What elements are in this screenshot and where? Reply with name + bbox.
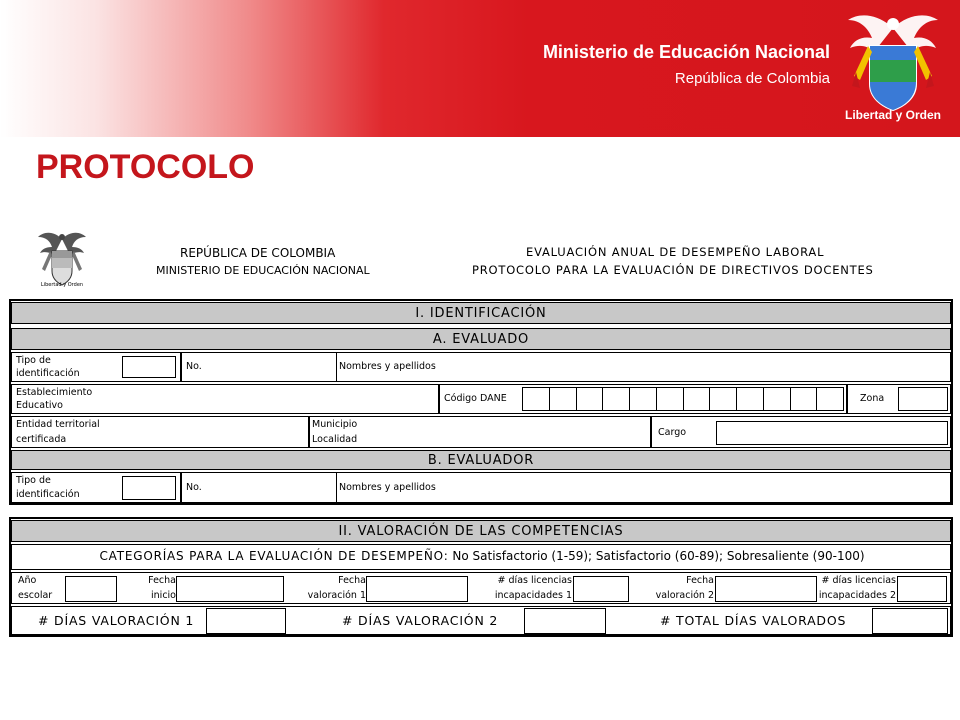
- codigo-dane-label: Código DANE: [444, 393, 507, 404]
- licencias1-label-2: incapacidades 1: [494, 590, 572, 601]
- ano-escolar-input[interactable]: [65, 576, 117, 602]
- evaluador-no-cell: [181, 472, 336, 503]
- cargo-label: Cargo: [658, 427, 687, 438]
- section-identificacion-title: I. IDENTIFICACIÓN: [11, 302, 951, 324]
- dane-digit[interactable]: [737, 388, 764, 410]
- dane-digit[interactable]: [657, 388, 684, 410]
- identification-section: [9, 299, 953, 505]
- page-title: PROTOCOLO: [36, 148, 255, 186]
- evaluador-title: B. EVALUADOR: [11, 450, 951, 470]
- evaluado-nombres-cell: [336, 352, 951, 382]
- categorias-text: No Satisfactorio (1-59); Satisfactorio (60-89); Sobresaliente (90-100): [452, 549, 865, 563]
- fecha-val1-label-2: valoración 1: [307, 590, 366, 601]
- form-crest-motto: Libertad y Orden: [40, 282, 84, 288]
- categorias-line: [12, 549, 952, 563]
- codigo-dane-digits: [522, 387, 844, 411]
- evaluador-no-input[interactable]: [212, 473, 337, 502]
- evaluador-tipo-id-label-1: Tipo de: [16, 475, 51, 486]
- ano-label-2: escolar: [18, 590, 53, 601]
- dias-valoracion-1-label: # DÍAS VALORACIÓN 1: [38, 613, 195, 628]
- fecha-inicio-label-2: inicio: [151, 590, 176, 601]
- evaluador-nombres-input[interactable]: [447, 473, 947, 502]
- evaluador-tipo-id-cell: [11, 472, 181, 503]
- evaluado-nombres-input[interactable]: [447, 353, 947, 381]
- evaluador-tipo-id-input[interactable]: [122, 476, 176, 500]
- form-title-line2: PROTOCOLO PARA LA EVALUACIÓN DE DIRECTIVOS DOCENTES: [472, 263, 874, 277]
- evaluado-no-cell: [181, 352, 336, 382]
- cargo-input[interactable]: [716, 421, 948, 445]
- crest-motto: Libertad y Orden: [844, 108, 942, 122]
- zona-label: Zona: [860, 393, 885, 404]
- dane-digit[interactable]: [710, 388, 737, 410]
- fechas-row: [11, 572, 951, 604]
- ministry-name: Ministerio de Educación Nacional: [542, 42, 830, 62]
- dane-digit[interactable]: [764, 388, 791, 410]
- dane-digit[interactable]: [550, 388, 577, 410]
- form-title-line1: EVALUACIÓN ANUAL DE DESEMPEÑO LABORAL: [526, 245, 825, 259]
- dias-licencias-1-input[interactable]: [573, 576, 629, 602]
- tipo-id-label-1: Tipo de: [16, 355, 51, 366]
- entidad-cell: [11, 416, 309, 448]
- ano-label-1: Año: [18, 575, 37, 586]
- dane-digit[interactable]: [817, 388, 843, 410]
- establecimiento-label-1: Establecimiento: [16, 387, 93, 398]
- dias-valoracion-1-input[interactable]: [206, 608, 286, 634]
- tipo-id-label-2: identificación: [16, 368, 80, 379]
- section-valoracion-title: II. VALORACIÓN DE LAS COMPETENCIAS: [11, 520, 951, 542]
- zona-cell: [847, 384, 951, 414]
- categorias-row: [11, 544, 951, 570]
- fecha-inicio-label-1: Fecha: [148, 575, 176, 586]
- fecha-val2-label-1: Fecha: [686, 575, 714, 586]
- zona-input[interactable]: [898, 387, 948, 411]
- fecha-valoracion-1-input[interactable]: [366, 576, 468, 602]
- total-dias-input[interactable]: [872, 608, 948, 634]
- evaluador-no-label: No.: [186, 482, 202, 493]
- licencias2-label-2: incapacidades 2: [818, 590, 896, 601]
- establecimiento-cell: [11, 384, 439, 414]
- dias-licencias-2-input[interactable]: [897, 576, 947, 602]
- evaluador-tipo-id-label-2: identificación: [16, 489, 80, 500]
- valoracion-section: [9, 517, 953, 637]
- dane-digit[interactable]: [603, 388, 630, 410]
- evaluado-title: A. EVALUADO: [11, 328, 951, 350]
- cargo-cell: [651, 416, 951, 448]
- dane-digit[interactable]: [577, 388, 604, 410]
- fecha-val1-label-1: Fecha: [338, 575, 366, 586]
- fecha-inicio-input[interactable]: [176, 576, 284, 602]
- categorias-label: CATEGORÍAS PARA LA EVALUACIÓN DE DESEMPEÑO:: [99, 549, 449, 563]
- ministry-subtitle: República de Colombia: [674, 70, 830, 87]
- dias-row: [11, 606, 951, 635]
- total-dias-label: # TOTAL DÍAS VALORADOS: [660, 613, 847, 628]
- dane-digit[interactable]: [523, 388, 550, 410]
- evaluador-nombres-label: Nombres y apellidos: [339, 482, 436, 493]
- nombres-label: Nombres y apellidos: [339, 361, 436, 372]
- dane-digit[interactable]: [791, 388, 818, 410]
- entidad-label-2: certificada: [16, 434, 67, 445]
- evaluador-nombres-cell: [336, 472, 951, 503]
- dane-digit[interactable]: [630, 388, 657, 410]
- dias-valoracion-2-input[interactable]: [524, 608, 606, 634]
- evaluado-no-input[interactable]: [212, 353, 337, 381]
- evaluado-tipo-id-input[interactable]: [122, 356, 176, 378]
- fecha-val2-label-2: valoración 2: [655, 590, 714, 601]
- evaluado-tipo-id-cell: [11, 352, 181, 382]
- header-banner: [0, 0, 960, 137]
- codigo-dane-cell: [439, 384, 847, 414]
- form-ministry: MINISTERIO DE EDUCACIÓN NACIONAL: [156, 264, 370, 277]
- dias-valoracion-2-label: # DÍAS VALORACIÓN 2: [342, 613, 499, 628]
- municipio-label: Municipio: [312, 419, 358, 430]
- dane-digit[interactable]: [684, 388, 711, 410]
- licencias2-label-1: # días licencias: [821, 575, 896, 586]
- municipio-cell: [309, 416, 651, 448]
- licencias1-label-1: # días licencias: [497, 575, 572, 586]
- establecimiento-label-2: Educativo: [16, 400, 63, 411]
- localidad-label: Localidad: [312, 434, 358, 445]
- entidad-label-1: Entidad territorial: [16, 419, 100, 430]
- form-country: REPÚBLICA DE COLOMBIA: [180, 246, 336, 260]
- no-label: No.: [186, 361, 202, 372]
